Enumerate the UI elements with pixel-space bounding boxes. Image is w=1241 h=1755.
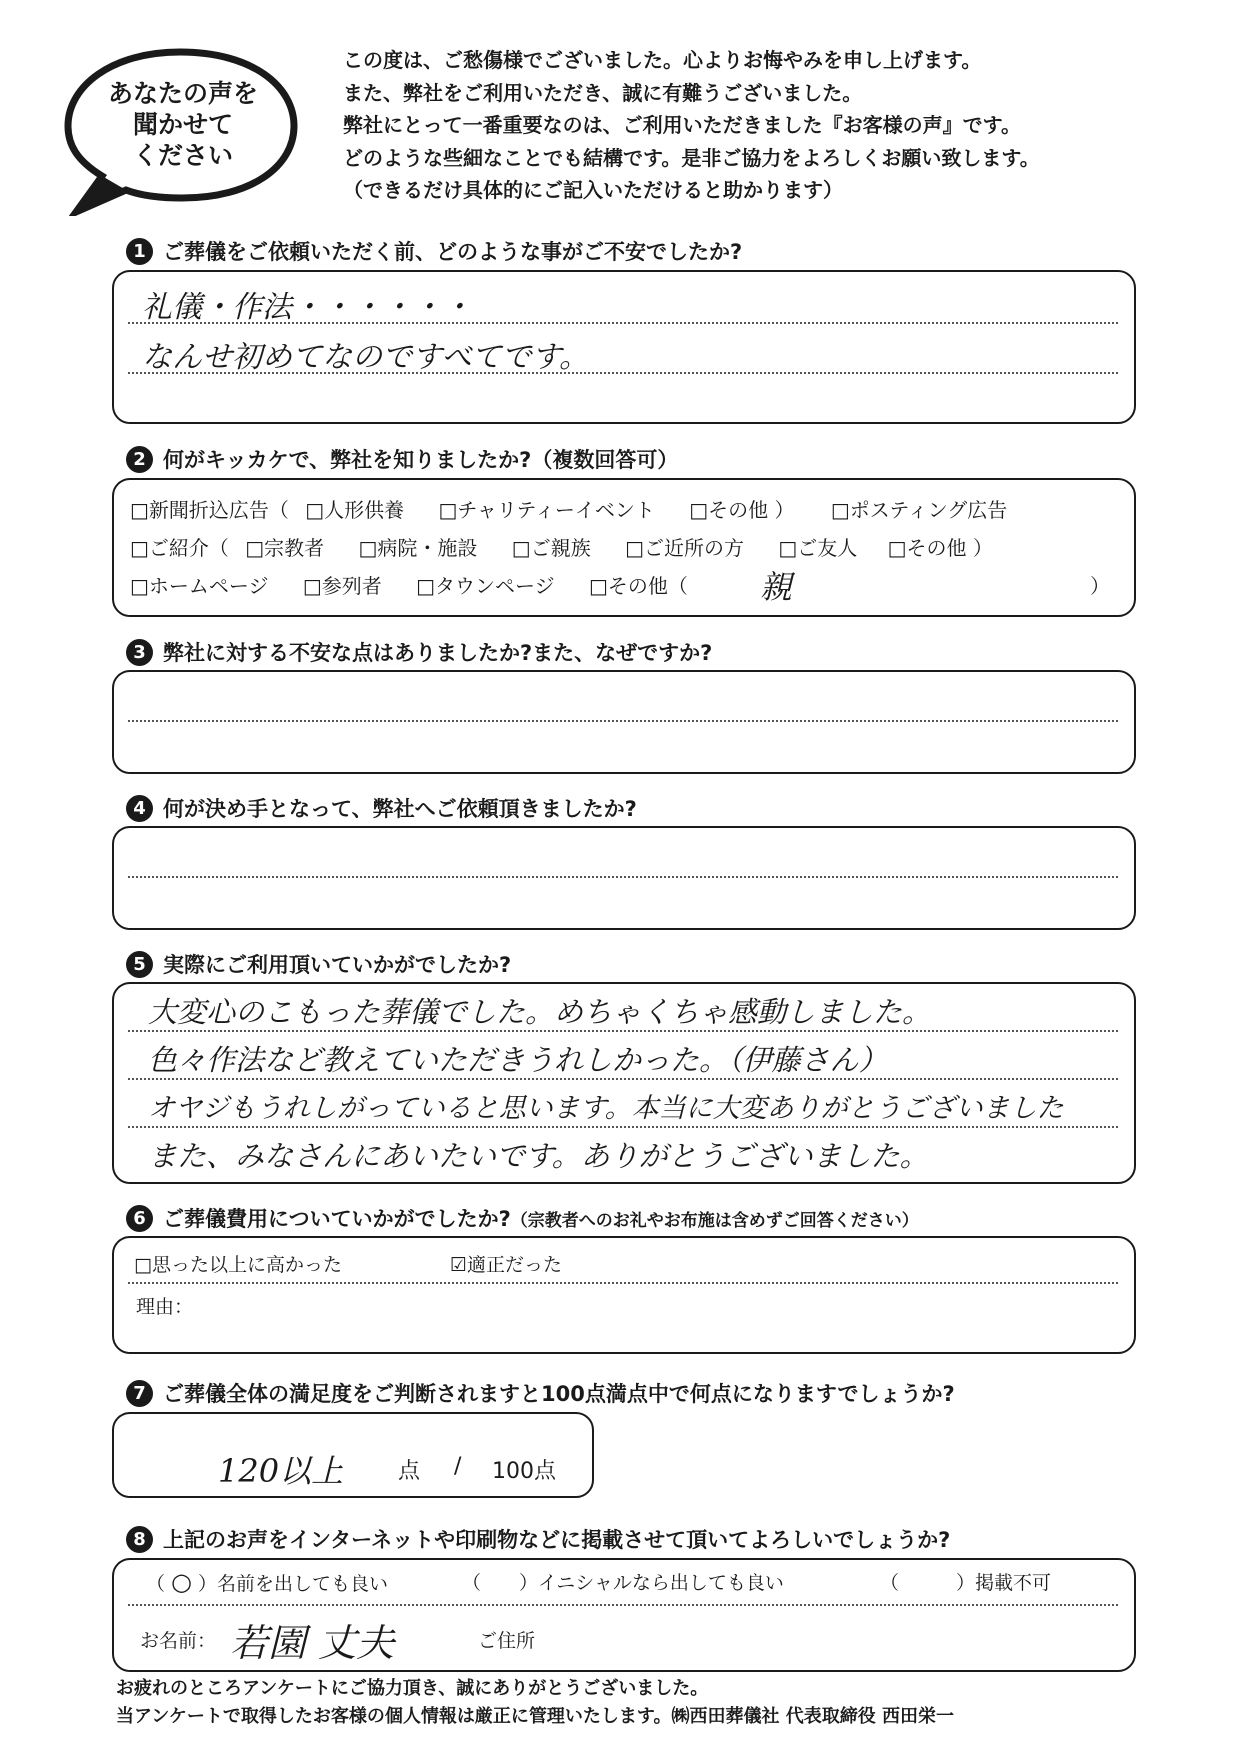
checkbox-doll[interactable]: □人形供養 (305, 498, 405, 522)
question-number: 2 (126, 446, 153, 473)
score-value: 120以上 (218, 1452, 344, 1490)
checkbox-hospital[interactable]: □病院・施設 (358, 536, 478, 560)
answer-5-line-2: 色々作法など教えていただきうれしかった。（伊藤さん） (148, 1043, 888, 1077)
footer-thanks: お疲れのところアンケートにご協力頂き、誠にありがとうございました。 (116, 1678, 709, 1699)
question-2: 2 何がキッカケで、弊社を知りましたか?（複数回答可） (126, 444, 678, 474)
options-row-3: □ホームページ □参列者 □タウンページ □その他（ 親 ） (130, 570, 1110, 599)
intro-text: この度は、ご愁傷様でございました。心よりお悔やみを申し上げます。 また、弊社をご利用いただき、誠に有難うございました。 弊社にとって一番重要なのは、ご利用いただきました『お客様の声』です。 どのような些細なことでも結構です。是非ご協力をよろしくお願い致します。 （できるだけ具体的にご記入いただけると助かります） (343, 48, 1040, 202)
question-8: 8 上記のお声をインターネットや印刷物などに掲載させて頂いてよろしいでしょうか? (126, 1524, 950, 1554)
question-6: 6 ご葬儀費用についていかがでしたか? （宗教者へのお礼やお布施は含めずご回答ください） (126, 1203, 919, 1233)
question-4: 4 何が決め手となって、弊社へご依頼頂きましたか? (126, 793, 637, 823)
question-number: 7 (126, 1380, 153, 1407)
answer-1-line-2: なんせ初めてなのですべてです。 (142, 340, 589, 375)
answer-box-3[interactable] (112, 670, 1136, 774)
options-row-1 (130, 494, 1007, 523)
score-unit: 点 (398, 1459, 421, 1484)
answer-5-line-4: また、みなさんにあいたいです。ありがとうございました。 (148, 1139, 929, 1173)
address-label: ご住所 (478, 1630, 536, 1652)
checkbox-homepage[interactable]: □ホームページ (130, 574, 269, 598)
checkbox-attendee[interactable]: □参列者 (302, 574, 382, 598)
options-row-2 (130, 532, 993, 561)
checkbox-other-3[interactable]: □その他（ (588, 574, 688, 598)
checkbox-charity[interactable]: □チャリティーイベント (438, 498, 655, 522)
checkbox-other-2[interactable]: □その他 ） (887, 536, 993, 560)
question-number: 8 (126, 1526, 153, 1553)
option-initials-ok[interactable]: （ ）イニシャルなら出しても良い (462, 1572, 784, 1594)
checkbox-clergy[interactable]: □宗教者 (245, 536, 325, 560)
option-name-ok[interactable]: （ ○ ）名前を出しても良い (146, 1568, 388, 1596)
checkbox-neighbors[interactable]: □ご近所の方 (625, 536, 744, 560)
question-number: 4 (126, 795, 153, 822)
question-5: 5 実際にご利用頂いていかがでしたか? (126, 949, 511, 979)
reason-label: 理由： (136, 1296, 194, 1318)
answer-1-line-1: 礼儀・作法・・・・・・ (142, 290, 472, 325)
question-number: 6 (126, 1205, 153, 1232)
score-max: 100点 (492, 1459, 556, 1484)
bubble-title: あなたの声を 聞かせて ください (107, 79, 258, 170)
question-number: 5 (126, 951, 153, 978)
question-number: 1 (126, 238, 153, 265)
checkbox-relatives[interactable]: □ご親族 (511, 536, 591, 560)
option-no-publish[interactable]: （ ）掲載不可 (880, 1572, 1052, 1594)
checkbox-referral[interactable]: □ご紹介（ (130, 536, 229, 560)
answer-5-line-3: オヤジもうれしがっていると思います。本当に大変ありがとうございました (148, 1093, 1064, 1124)
other-answer: 親 (760, 568, 793, 606)
checkbox-posting[interactable]: □ポスティング広告 (830, 498, 1008, 522)
question-number: 3 (126, 639, 153, 666)
checkbox-too-expensive[interactable]: □思った以上に高かった (134, 1254, 342, 1276)
checkbox-townpage[interactable]: □タウンページ (416, 574, 555, 598)
question-1: 1 ご葬儀をご依頼いただく前、どのような事がご不安でしたか? (126, 236, 742, 266)
checkbox-friends[interactable]: □ご友人 (778, 536, 858, 560)
name-value: 若園 丈夫 (230, 1621, 395, 1665)
question-7: 7 ご葬儀全体の満足度をご判断されますと100点満点中で何点になりますでしょうか? (126, 1378, 955, 1408)
answer-box-4[interactable] (112, 826, 1136, 930)
checkbox-reasonable[interactable]: ☑適正だった (450, 1254, 563, 1276)
checkbox-newspaper[interactable]: □新聞折込広告（ (130, 498, 289, 522)
selected-mark: ○ (171, 1568, 192, 1596)
footer-privacy: 当アンケートで取得したお客様の個人情報は厳正に管理いたします。㈱西田葬儀社 代表取締役 西田栄一 (116, 1706, 955, 1727)
name-label: お名前： (140, 1630, 217, 1652)
score-slash: / (454, 1454, 462, 1479)
question-3: 3 弊社に対する不安な点はありましたか?また、なぜですか? (126, 637, 712, 667)
answer-5-line-1: 大変心のこもった葬儀でした。めちゃくちゃ感動しました。 (148, 995, 932, 1029)
checkbox-other-1[interactable]: □その他 ） (689, 498, 795, 522)
